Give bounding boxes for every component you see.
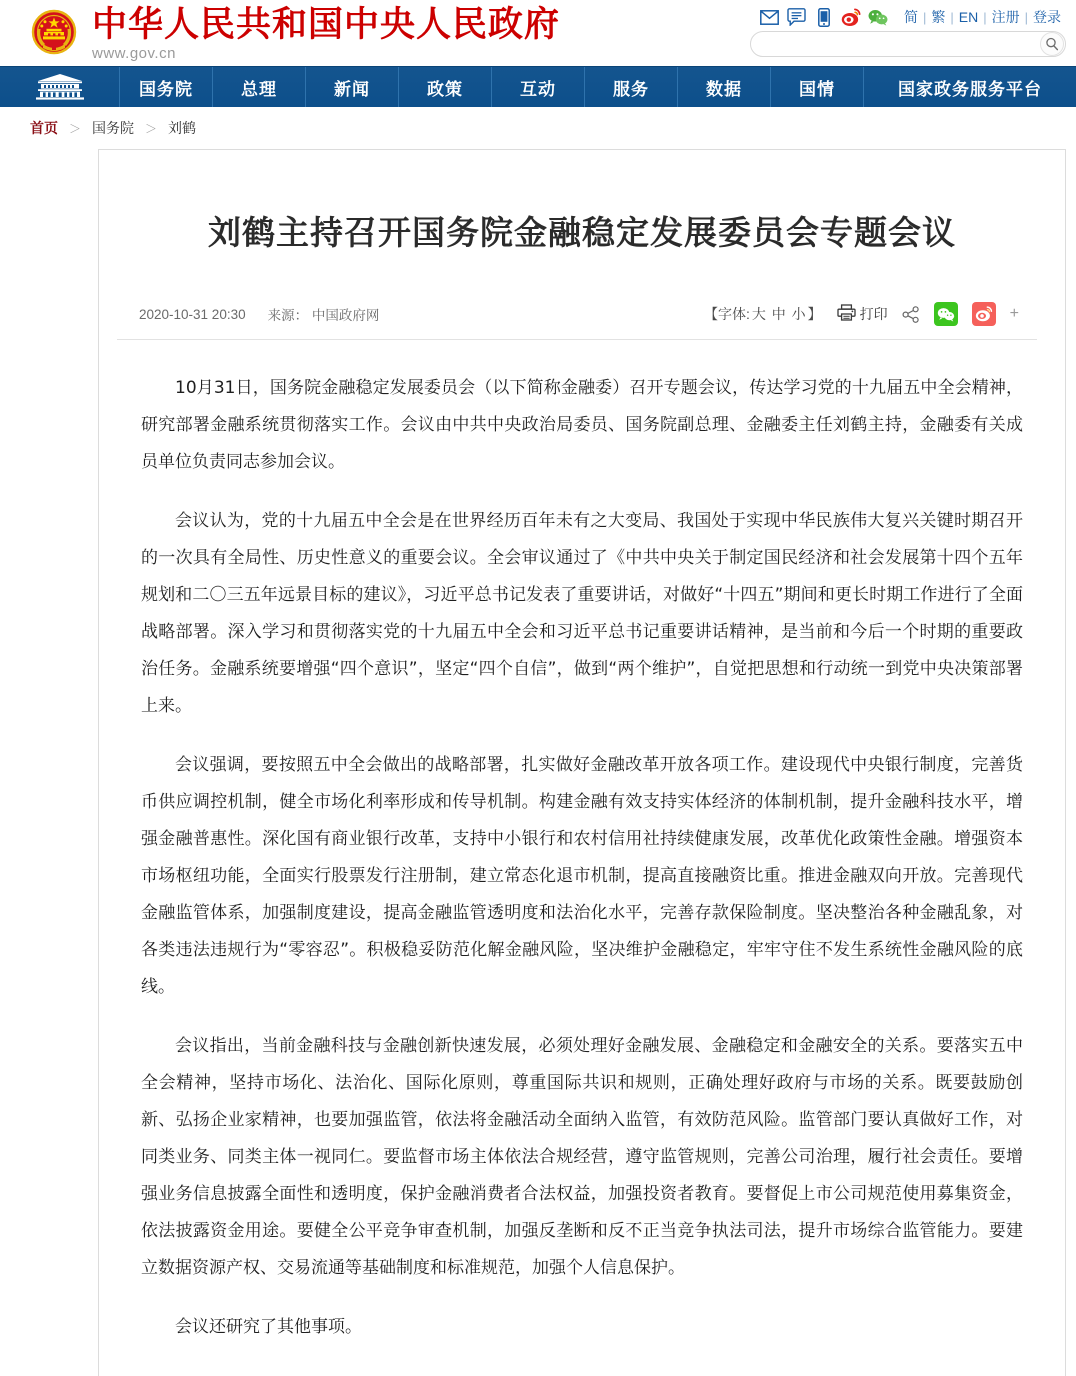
breadcrumb-separator-2: ＞	[145, 121, 158, 136]
site-brand[interactable]	[28, 4, 560, 62]
main-nav	[0, 66, 1076, 107]
source-block	[268, 304, 380, 324]
link-separator-1: |	[922, 9, 927, 25]
site-title: 中华人民共和国中央人民政府	[92, 5, 561, 45]
article-paragraph: 会议指出，当前金融科技与金融创新快速发展，必须处理好金融发展、金融稳定和金融安全的关系。要落实五中全会精神，坚持市场化、法治化、国际化原则，尊重国际共识和规则，正确处理好政府与市场的关系。既要鼓励创新、弘扬企业家精神，也要加强监管，依法将金融活动全面纳入监管，有效防范风险。监管部门要认真做好工作，对同类业务、同类主体一视同仁。要监督市场主体依法合规经营，遵守监管规则，完善公司治理，履行社会责任。要增强业务信息披露全面性和透明度，保护金融消费者合法权益，加强投资者教育。要督促上市公司规范使用募集资金，依法披露资金用途。要健全公平竞争审查机制，加强反垄断和反不正当竞争执法司法，提升市场综合监管能力。要建立数据资源产权、交易流通等基础制度和标准规范，加强个人信息保护。	[141, 1036, 1023, 1279]
page-title: 刘鹤主持召开国务院金融稳定发展委员会专题会议	[208, 213, 956, 253]
site-url: www.gov.cn	[92, 45, 176, 62]
breadcrumb-item-home[interactable]: 首页	[30, 120, 58, 136]
font-size-large[interactable]: 大	[751, 306, 766, 323]
brand-text-block	[92, 4, 560, 62]
mobile-icon[interactable]	[814, 7, 834, 27]
article-meta-bar	[99, 278, 1065, 326]
font-size-medium[interactable]: 中	[771, 306, 786, 323]
nav-item-xinwen[interactable]: 新闻	[306, 67, 399, 107]
register-link[interactable]: 注册	[991, 9, 1020, 25]
utility-links	[899, 7, 1066, 27]
article-paragraph: 10月31日，国务院金融稳定发展委员会（以下简称金融委）召开专题会议，传达学习党的十九届五中全会精神，研究部署金融系统贯彻落实工作。会议由中共中央政治局委员、国务院副总理、金融委主任刘鹤主持，金融委有关成员单位负责同志参加会议。	[141, 378, 1023, 473]
login-link[interactable]: 登录	[1033, 9, 1061, 25]
nav-item-shuju[interactable]: 数据	[678, 67, 771, 107]
source-value: 中国政府网	[311, 308, 380, 324]
link-separator-2: |	[950, 9, 954, 25]
article-body	[99, 340, 1065, 1356]
article-container	[98, 149, 1066, 1376]
site-header	[0, 0, 1076, 66]
article-meta-right	[703, 302, 1019, 326]
font-size-small[interactable]: 小	[791, 306, 806, 323]
breadcrumb-item-liuhe[interactable]: 刘鹤	[168, 120, 197, 136]
wechat-icon[interactable]	[868, 7, 888, 27]
weibo-share-icon[interactable]	[972, 302, 996, 326]
print-label: 打印	[859, 306, 888, 323]
lang-english-link[interactable]: EN	[958, 9, 979, 25]
font-control-prefix: 【字体:	[703, 306, 750, 323]
print-button[interactable]	[837, 304, 888, 324]
utility-bar	[760, 6, 1066, 28]
nav-item-zhengce[interactable]: 政策	[399, 67, 492, 107]
article-meta-left	[139, 304, 379, 324]
more-share-button[interactable]: +	[1009, 305, 1019, 323]
printer-icon	[837, 304, 856, 324]
link-separator-3: |	[983, 9, 987, 25]
font-control-suffix: 】	[807, 306, 822, 323]
search-box[interactable]	[750, 31, 1066, 57]
breadcrumb-separator-1: ＞	[69, 121, 82, 136]
nav-item-hudong[interactable]: 互动	[492, 67, 585, 107]
link-separator-4: |	[1024, 9, 1028, 25]
publish-datetime: 2020-10-31 20:30	[139, 306, 246, 322]
message-icon[interactable]	[787, 7, 807, 27]
lang-simplified-link[interactable]: 简	[903, 9, 918, 25]
nav-item-zongli[interactable]: 总理	[213, 67, 306, 107]
mail-icon[interactable]	[760, 7, 780, 27]
source-label: 来源：	[267, 308, 309, 324]
lang-traditional-link[interactable]: 繁	[931, 9, 946, 25]
share-icon[interactable]	[902, 306, 920, 323]
font-size-control	[703, 304, 823, 324]
china-national-emblem-icon	[28, 7, 80, 59]
nav-item-fuwu[interactable]: 服务	[585, 67, 678, 107]
nav-item-guoqing[interactable]: 国情	[771, 67, 864, 107]
weibo-icon[interactable]	[841, 7, 861, 27]
search-input[interactable]	[751, 32, 1040, 56]
nav-item-service-platform[interactable]: 国家政务服务平台	[898, 79, 1042, 100]
breadcrumb-item-guowuyuan[interactable]: 国务院	[92, 120, 135, 136]
search-icon[interactable]	[1040, 32, 1064, 56]
nav-item-guowuyuan[interactable]: 国务院	[120, 67, 213, 107]
article-paragraph: 会议还研究了其他事项。	[175, 1317, 362, 1338]
article-paragraph: 会议强调，要按照五中全会做出的战略部署，扎实做好金融改革开放各项工作。建设现代中央银行制度，完善货币供应调控机制，健全市场化利率形成和传导机制。构建金融有效支持实体经济的体制机制，提升金融科技水平，增强金融普惠性。深化国有商业银行改革，支持中小银行和农村信用社持续健康发展，改革优化政策性金融。增强资本市场枢纽功能，全面实行股票发行注册制，建立常态化退市机制，提高直接融资比重。推进金融双向开放。完善现代金融监管体系，加强制度建设，提高金融监管透明度和法治化水平，完善存款保险制度。坚决整治各种金融乱象，对各类违法违规行为“零容忍”。积极稳妥防范化解金融风险，坚决维护金融稳定，牢牢守住不发生系统性金融风险的底线。	[141, 755, 1023, 998]
wechat-share-icon[interactable]	[934, 302, 958, 326]
nav-home-button[interactable]	[0, 67, 120, 107]
breadcrumb	[0, 107, 1076, 149]
article-paragraph: 会议认为，党的十九届五中全会是在世界经历百年未有之大变局、我国处于实现中华民族伟大复兴关键时期召开的一次具有全局性、历史性意义的重要会议。全会审议通过了《中共中央关于制定国民经济和社会发展第十四个五年规划和二〇三五年远景目标的建议》，习近平总书记发表了重要讲话，对做好“十四五”期间和更长时期工作进行了全面战略部署。深入学习和贯彻落实党的十九届五中全会和习近平总书记重要讲话精神，是当前和今后一个时期的重要政治任务。金融系统要增强“四个意识”，坚定“四个自信”，做到“两个维护”，自觉把思想和行动统一到党中央决策部署上来。	[141, 511, 1023, 717]
